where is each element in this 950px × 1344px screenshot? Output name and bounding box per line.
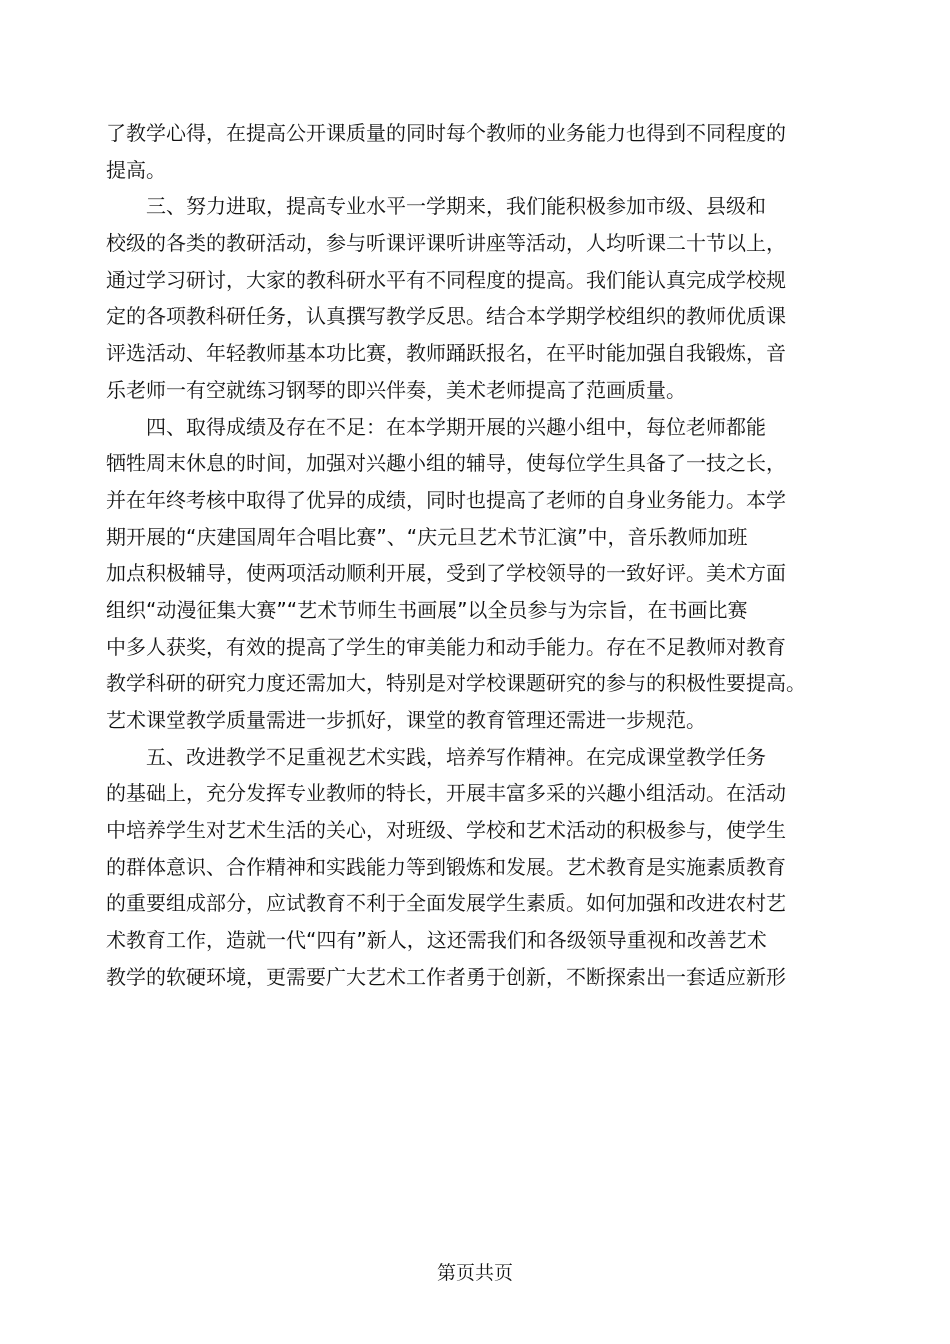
document-body — [106, 115, 838, 996]
text-line: 的基础上，充分发挥专业教师的特长，开展丰富多采的兴趣小组活动。在活动 — [106, 781, 786, 806]
text-line: 组织“动漫征集大赛”“艺术节师生书画展”以全员参与为宗旨，在书画比赛 — [106, 597, 748, 622]
text-line: 牺牲周末休息的时间，加强对兴趣小组的辅导，使每位学生具备了一技之长， — [106, 451, 786, 476]
page-footer: 第页共页 — [436, 1262, 513, 1284]
text-line: 中培养学生对艺术生活的关心，对班级、学校和艺术活动的积极参与，使学生 — [106, 818, 786, 843]
text-line: 教学科研的研究力度还需加大，特别是对学校课题研究的参与的积极性要提高。 — [106, 671, 806, 696]
paragraph-3-start: 三、努力进取，提高专业水平一学期来，我们能积极参加市级、县级和 — [106, 194, 766, 219]
text-line: 加点积极辅导，使两项活动顺利开展，受到了学校领导的一致好评。美术方面 — [106, 561, 786, 586]
paragraph-4-start: 四、取得成绩及存在不足：在本学期开展的兴趣小组中，每位老师都能 — [106, 414, 766, 439]
text-line: 评选活动、年轻教师基本功比赛，教师踊跃报名，在平时能加强自我锻炼，音 — [106, 341, 786, 366]
text-line: 并在年终考核中取得了优异的成绩，同时也提高了老师的自身业务能力。本学 — [106, 487, 786, 512]
text-line: 了教学心得，在提高公开课质量的同时每个教师的业务能力也得到不同程度的 — [106, 121, 786, 145]
text-line: 通过学习研讨，大家的教科研水平有不同程度的提高。我们能认真完成学校规 — [106, 267, 786, 292]
text-line: 乐老师一有空就练习钢琴的即兴伴奏，美术老师提高了范画质量。 — [106, 377, 686, 402]
text-line: 中多人获奖，有效的提高了学生的审美能力和动手能力。存在不足教师对教育 — [106, 634, 786, 659]
paragraph-5-start: 五、改进教学不足重视艺术实践，培养写作精神。在完成课堂教学任务 — [106, 744, 766, 769]
text-line: 提高。 — [106, 157, 166, 182]
text-line: 校级的各类的教研活动，参与听课评课听讲座等活动，人均听课二十节以上， — [106, 231, 786, 256]
text-line: 的重要组成部分，应试教育不利于全面发展学生素质。如何加强和改进农村艺 — [106, 891, 786, 916]
text-line: 期开展的“庆建国周年合唱比赛”、“庆元旦艺术节汇演”中，音乐教师加班 — [106, 524, 748, 549]
text-line: 术教育工作，造就一代“四有”新人，这还需我们和各级领导重视和改善艺术 — [106, 928, 767, 953]
text-line: 定的各项教科研任务，认真撰写教学反思。结合本学期学校组织的教师优质课 — [106, 304, 786, 329]
text-line: 艺术课堂教学质量需进一步抓好，课堂的教育管理还需进一步规范。 — [106, 708, 706, 732]
text-line: 教学的软硬环境，更需要广大艺术工作者勇于创新，不断探索出一套适应新形 — [106, 964, 786, 989]
text-line: 的群体意识、合作精神和实践能力等到锻炼和发展。艺术教育是实施素质教育 — [106, 854, 786, 879]
